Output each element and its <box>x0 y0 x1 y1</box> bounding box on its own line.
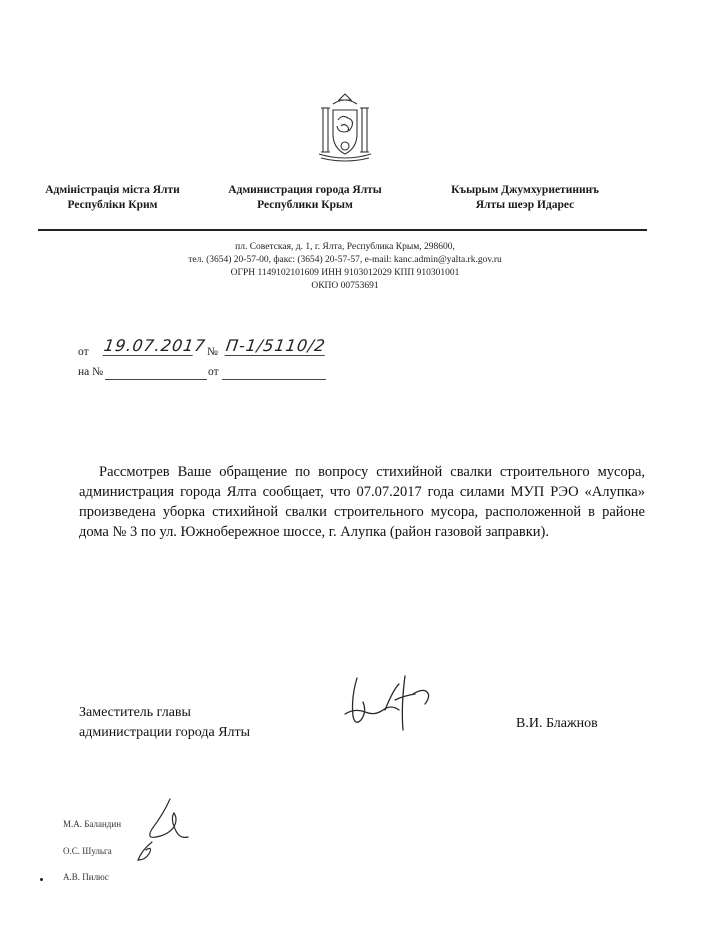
signatory-title-line1: Заместитель главы <box>79 705 191 720</box>
executor-2: О.С. Шульга <box>63 846 112 856</box>
header-divider <box>38 229 647 231</box>
contact-address: пл. Советская, д. 1, г. Ялта, Республика Крым, 298600, <box>235 242 455 252</box>
handwritten-signature <box>335 670 445 735</box>
reg-of-label: от <box>208 366 219 378</box>
header-ua-line1: Адміністрація міста Ялти <box>45 184 180 196</box>
header-crh-line2: Ялты шеэр Идарес <box>475 199 575 211</box>
contact-okpo: ОКПО 00753691 <box>311 281 379 291</box>
contact-registry-ids: ОГРН 1149102101609 ИНН 9103012029 КПП 910301001 <box>230 268 460 278</box>
contact-phone-email: тел. (3654) 20-57-00, факс: (3654) 20-57-57, e-mail: kanc.admin@yalta.rk.gov.ru <box>188 255 502 265</box>
signatory-name: В.И. Блажнов <box>516 716 598 731</box>
header-crimean-tatar <box>425 183 625 213</box>
header-ukrainian <box>30 183 195 213</box>
header-ua-line2: Республіки Крим <box>67 199 158 211</box>
reg-of-line <box>222 379 326 380</box>
reg-number-label: № <box>207 346 218 358</box>
reg-number-handwritten: П-1/5110/2 <box>224 336 328 355</box>
letter-body: Рассмотрев Ваше обращение по вопросу стихийной свалки строительного мусора, администрация города Ялта сообщает, что 07.07.2017 года силами МУП РЭО «Алупка» произведена уборка стихийной свалки строительного мусора, расположенной в районе дома № 3 по ул. Южнобережное шоссе, г. Алупка (район газовой заправки). <box>79 464 645 540</box>
executor-2-signature <box>132 840 158 866</box>
signatory-title-line2: администрации города Ялты <box>79 725 251 740</box>
header-russian <box>210 183 400 213</box>
reg-on-line <box>105 379 207 380</box>
executor-1: М.А. Баландин <box>63 819 122 829</box>
reg-on-label: на № <box>78 366 104 378</box>
header-ru-line1: Администрация города Ялты <box>228 184 382 196</box>
margin-dot <box>40 878 43 881</box>
signatory-title <box>79 703 250 743</box>
executor-3: А.В. Пилюс <box>63 872 109 882</box>
crimea-coat-of-arms <box>313 90 377 162</box>
header-crh-line1: Къырым Джумхуриетининъ <box>451 184 599 196</box>
reg-date-handwritten: 19.07.2017 <box>102 336 208 355</box>
header-ru-line2: Республики Крым <box>257 199 353 211</box>
reg-from-label: от <box>78 346 89 358</box>
